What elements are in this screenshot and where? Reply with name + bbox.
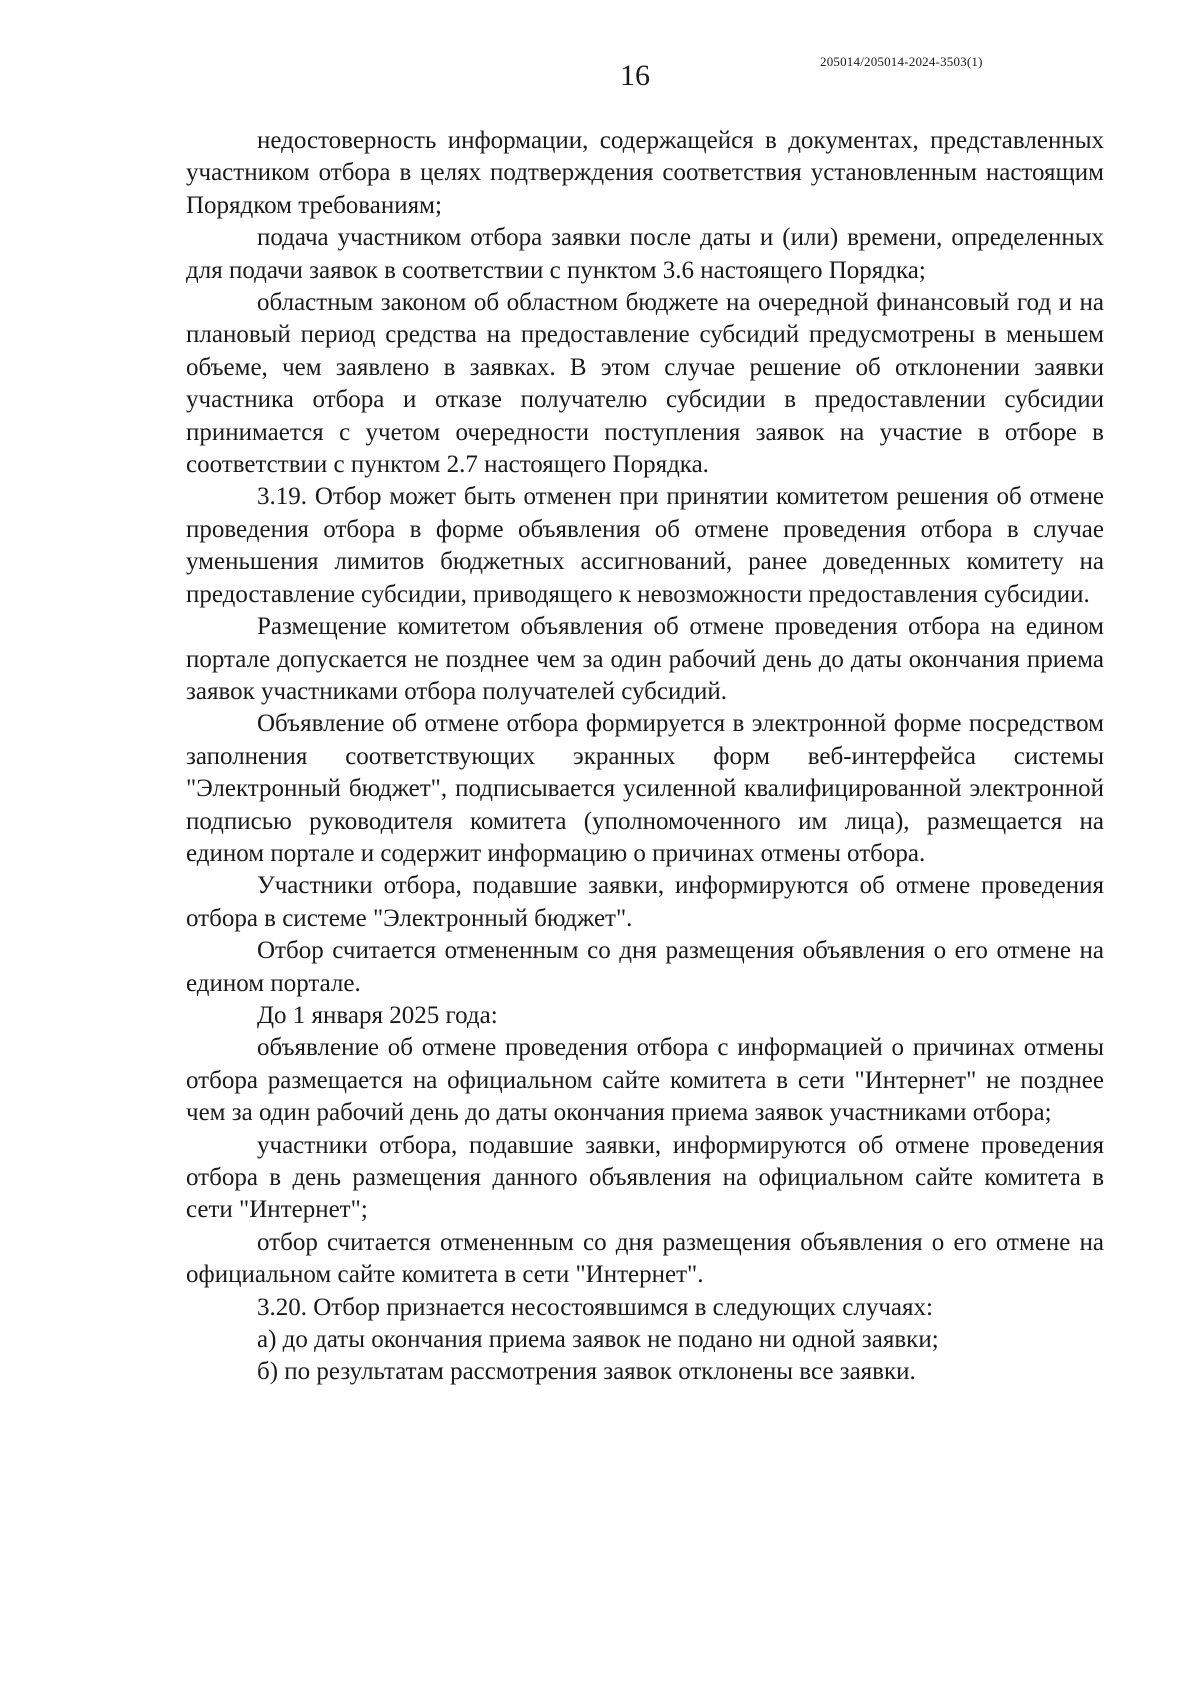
paragraph-cancellation-form: Объявление об отмене отбора формируется в электронной форме посредством заполнения соответствующих экранных форм веб-интерфейса системы "Электронный бюджет", подписывается усиленной квалифицированной электронной подписью руководителя комитета (уполномоченного им лица), размещается на едином портале и содержит информацию о причинах отмены отбора. [186, 710, 1104, 867]
paragraph-3-19: 3.19. Отбор может быть отменен при принятии комитетом решения об отмене проведения отбора в форме объявления об отмене проведения отбора в случае уменьшения лимитов бюджетных ассигнований, ранее доведенных комитету на предоставление субсидии, приводящего к невозможности предоставления субсидии. [186, 483, 1104, 608]
paragraph-3-20-b: б) по результатам рассмотрения заявок отклонены все заявки. [257, 1358, 916, 1386]
page-number: 16 [620, 59, 650, 92]
document-code: 205014/205014-2024-3503(1) [820, 54, 983, 69]
paragraph-3-20-a: а) до даты окончания приема заявок не подано ни одной заявки; [257, 1326, 939, 1354]
paragraph-considered-cancelled: Отбор считается отмененным со дня размещения объявления о его отмене на едином портале. [186, 937, 1104, 997]
paragraph-until-2025: До 1 января 2025 года: [257, 1001, 498, 1029]
paragraph-unreliable-info: недостоверность информации, содержащейся в документах, представленных участником отбора в целях подтверждения соответствия установленным настоящим Порядком требованиям; [186, 127, 1104, 219]
document-body [186, 125, 1104, 1389]
paragraph-site-cancelled: отбор считается отмененным со дня размещения объявления о его отмене на официальном сайте комитета в сети "Интернет". [186, 1228, 1104, 1289]
paragraph-participants-informed: Участники отбора, подавшие заявки, информируются об отмене проведения отбора в системе "Электронный бюджет". [186, 872, 1104, 932]
paragraph-site-informed: участники отбора, подавшие заявки, информируются об отмене проведения отбора в день размещения данного объявления на официальном сайте комитета в сети "Интернет"; [186, 1131, 1104, 1224]
paragraph-site-announcement: объявление об отмене проведения отбора с информацией о причинах отмены отбора размещается на официальном сайте комитета в сети "Интернет" не позднее чем за один рабочий день до даты окончания приема заявок участниками отбора; [186, 1034, 1104, 1127]
paragraph-3-20: 3.20. Отбор признается несостоявшимся в следующих случаях: [257, 1293, 933, 1321]
paragraph-cancellation-posting: Размещение комитетом объявления об отмене проведения отбора на едином портале допускается не позднее чем за один рабочий день до даты окончания приема заявок участниками отбора получателей субсидий. [186, 613, 1104, 705]
paragraph-budget-shortfall: областным законом об областном бюджете на очередной финансовый год и на плановый период средства на предоставление субсидий предусмотрены в меньшем объеме, чем заявлено в заявках. В этом случае решение об отклонении заявки участника отбора и отказе получателю субсидии в предоставлении субсидии принимается с учетом очередности поступления заявок на участие в отборе в соответствии с пунктом 2.7 настоящего Порядка. [186, 289, 1104, 479]
paragraph-late-submission: подача участником отбора заявки после даты и (или) времени, определенных для подачи заявок в соответствии с пунктом 3.6 настоящего Порядка; [186, 224, 1104, 284]
